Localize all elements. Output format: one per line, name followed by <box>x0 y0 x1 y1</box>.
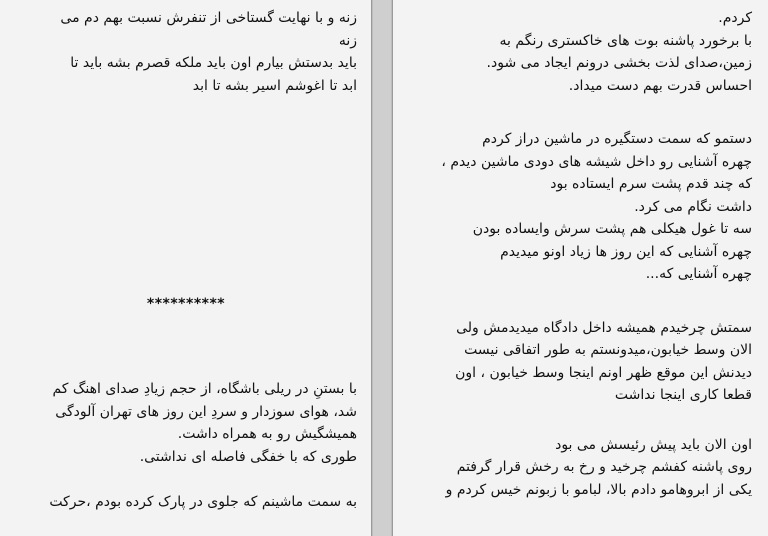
text-line: زمین،صدای لذت بخشی درونم ایجاد می شود. <box>486 55 752 71</box>
text-line: دستمو که سمت دستگیره در ماشین دراز کردم <box>482 131 752 147</box>
book-gutter <box>372 0 392 536</box>
text-line: به سمت ماشینم که جلوی در پارک کرده بودم ،حرکت <box>49 493 357 510</box>
text-line: کردم. <box>718 10 752 26</box>
text-line: طوری که با خفگی فاصله ای نداشتی. <box>139 448 357 465</box>
left-page-bottom-paragraph <box>49 378 357 513</box>
text-line: دیدنش این موقع ظهر اونم اینجا وسط خیابون ، اون <box>455 364 752 381</box>
text-line: با بستنِ در ریلی باشگاه، از حجم زیادِ صدای اهنگ کم <box>52 381 357 397</box>
text-line: احساس قدرت بهم دست میداد. <box>568 77 752 94</box>
text-line: چهره آشنایی رو داخل شیشه های دودی ماشین دیدم ، <box>441 153 752 170</box>
text-line: یکی از ابروهامو دادم بالا، لبامو با زبونم خیس کردم و <box>445 481 752 498</box>
text-line: با برخورد پاشنه بوت های خاکستری رنگم به <box>499 32 752 49</box>
left-page-top-paragraph <box>60 7 357 97</box>
paragraph-gap <box>441 97 752 128</box>
text-line: زنه و با نهایت گستاخی از تنفرش نسبت بهم دم می <box>60 10 357 26</box>
text-line: همیشگیش رو به همراه داشت. <box>177 426 357 442</box>
paragraph-gap <box>441 286 752 317</box>
paragraph-gap <box>441 407 752 434</box>
paragraph-gap <box>49 468 357 491</box>
text-line: داشت نگام می کرد. <box>634 198 752 215</box>
text-line: اون الان باید پیش رئیسش می بود <box>555 436 752 453</box>
text-line: سمتش چرخیدم همیشه داخل دادگاه میدیدمش ولی <box>456 319 752 336</box>
text-line: شد، هوای سوزدار و سردِ این روز های تهران آلودگی <box>55 403 357 420</box>
text-line: قطعا کاری اینجا نداشت <box>614 387 752 403</box>
text-line: که چند قدم پشت سرم ایستاده بود <box>550 176 752 192</box>
text-line: ابد تا اغوشم اسیر بشه تا ابد <box>192 77 357 94</box>
text-line: چهره آشنایی که این روز ها زیاد اونو میدیدم <box>500 243 752 260</box>
text-line: چهره آشنایی که... <box>645 266 752 282</box>
right-page-text <box>441 7 752 501</box>
text-line: سه تا غول هیکلی هم پشت سرش وایساده بودن <box>472 221 752 237</box>
text-line: زنه <box>338 32 357 49</box>
text-line: الان وسط خیابون،میدونستم به طور اتفاقی نیست <box>464 342 752 358</box>
text-line: باید بدستش بیارم اون باید ملکه قصرم بشه باید تا <box>70 55 357 71</box>
section-separator: ********** <box>146 296 226 312</box>
text-line: روی پاشنه کفشم چرخید و رخ به رخش قرار گرفتم <box>456 459 752 475</box>
right-page <box>392 0 768 536</box>
left-page <box>0 0 372 536</box>
